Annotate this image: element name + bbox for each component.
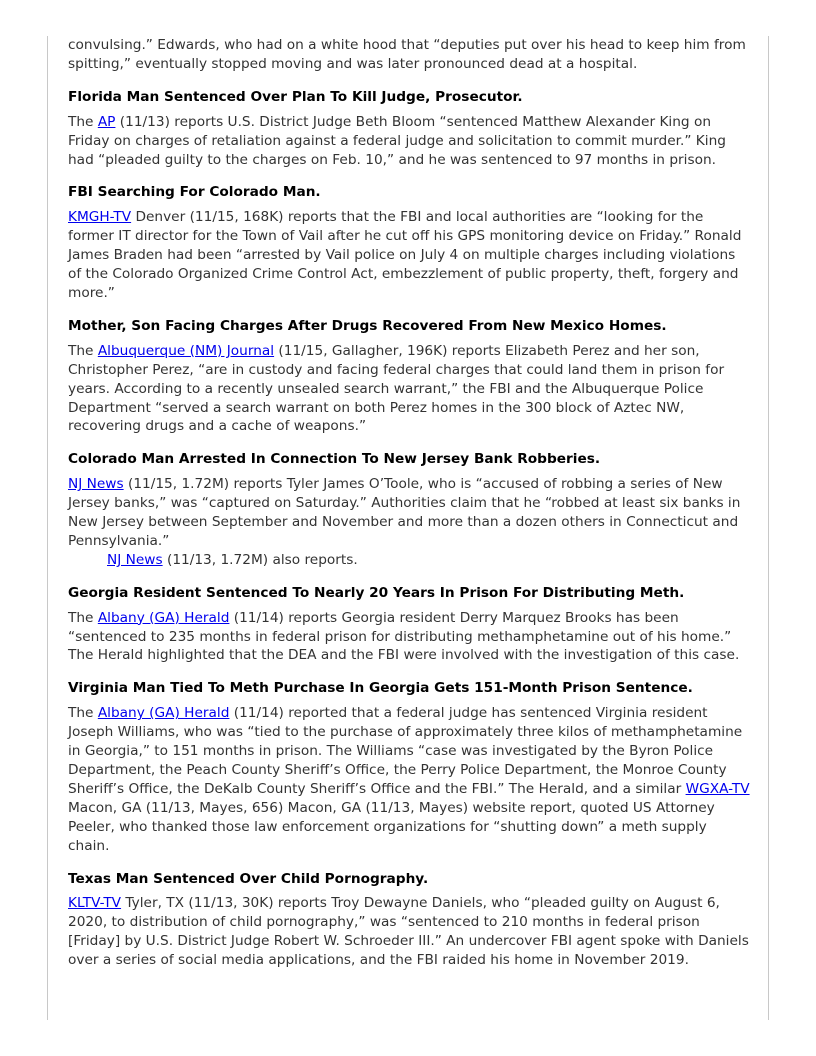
story-body: NJ News (11/15, 1.72M) reports Tyler James O’Toole, who is “accused of robbing a series of New Jersey banks,” was “captured on Saturday.” Authorities claim that he “robbed at least six banks in New Jersey between September and November and more than a dozen others in Connecticut and Pennsylvania.” — [68, 476, 741, 549]
story-headline: Colorado Man Arrested In Connection To New Jersey Bank Robberies. — [68, 451, 601, 468]
story-florida-judge — [68, 88, 752, 170]
source-link-kmgh-tv[interactable]: KMGH-TV — [68, 209, 132, 226]
lead-paragraph: convulsing.” Edwards, who had on a white hood that “deputies put over his head to keep him from spitting,” eventually stopped moving and was later pronounced dead at a hospital. — [68, 37, 746, 72]
source-link-albany-herald[interactable]: Albany (GA) Herald — [97, 609, 230, 626]
also-reports-line: NJ News (11/13, 1.72M) also reports. — [107, 551, 358, 568]
story-fbi-colorado — [68, 183, 752, 302]
story-body: The Albany (GA) Herald (11/14) reports Georgia resident Derry Marquez Brooks has been “sentenced to 235 months in federal prison for distributing methamphetamine out of his home.” The Herald highlighted that the DEA and the FBI were involved with the investigation of this case. — [68, 609, 740, 664]
story-headline: Texas Man Sentenced Over Child Pornography. — [68, 870, 429, 887]
story-georgia-meth — [68, 584, 752, 666]
story-new-mexico-drugs — [68, 317, 752, 436]
story-virginia-meth — [68, 679, 752, 855]
source-link-kltv-tv[interactable]: KLTV-TV — [68, 895, 122, 912]
story-body: KLTV-TV Tyler, TX (11/13, 30K) reports Troy Dewayne Daniels, who “pleaded guilty on August 6, 2020, to distribution of child pornography,” was “sentenced to 210 months in federal prison [Friday] by U.S. District Judge Robert W. Schroeder III.” An undercover FBI agent spoke with Daniels over a series of social media applications, and the FBI raided his home in November 2019. — [68, 895, 749, 969]
story-headline: Mother, Son Facing Charges After Drugs Recovered From New Mexico Homes. — [68, 317, 667, 334]
source-link-albany-herald[interactable]: Albany (GA) Herald — [97, 705, 230, 722]
story-nj-bank-robberies — [68, 450, 752, 569]
story-body: The Albany (GA) Herald (11/14) reported that a federal judge has sentenced Virginia resident Joseph Williams, who was “tied to the purchase of approximately three kilos of methamphetamine in Georgia,” to 151 months in prison. The Williams “case was investigated by the Byron Police Department, the Peach County Sheriff’s Office, the Perry Police Department, the Monroe County Sheriff’s Office, the DeKalb County Sheriff’s Office and the FBI.” The Herald, and a similar WGXA-TV Macon, GA (11/13, Mayes, 656) Macon, GA (11/13, Mayes) website report, quoted US Attorney Peeler, who thanked those law enforcement organizations for “shutting down” a meth supply chain. — [68, 705, 750, 854]
story-headline: FBI Searching For Colorado Man. — [68, 184, 321, 201]
source-link-wgxa-tv[interactable]: WGXA-TV — [685, 780, 750, 797]
story-headline: Georgia Resident Sentenced To Nearly 20 Years In Prison For Distributing Meth. — [68, 584, 685, 601]
story-body: The Albuquerque (NM) Journal (11/15, Gallagher, 196K) reports Elizabeth Perez and her son, Christopher Perez, “are in custody and facing federal charges that could land them in prison for years. According to a recently unsealed search warrant,” the FBI and the Albuquerque Police Department “served a search warrant on both Perez homes in the 300 block of Aztec NW, recovering drugs and a cache of weapons.” — [68, 342, 725, 435]
right-margin-rule — [768, 36, 769, 1020]
news-column — [68, 36, 752, 970]
story-body: The AP (11/13) reports U.S. District Judge Beth Bloom “sentenced Matthew Alexander King on Friday on charges of retaliation against a federal judge and solicitation to commit murder.” King had “pleaded guilty to the charges on Feb. 10,” and he was sentenced to 97 months in prison. — [68, 113, 726, 168]
source-link-ap[interactable]: AP — [97, 113, 116, 130]
story-headline: Florida Man Sentenced Over Plan To Kill Judge, Prosecutor. — [68, 88, 523, 105]
source-link-albuquerque-journal[interactable]: Albuquerque (NM) Journal — [97, 342, 275, 359]
left-margin-rule — [47, 36, 48, 1020]
story-texas-sentenced — [68, 870, 752, 971]
story-headline: Virginia Man Tied To Meth Purchase In Georgia Gets 151-Month Prison Sentence. — [68, 680, 693, 697]
source-link-nj-news-also[interactable]: NJ News — [107, 551, 163, 568]
source-link-nj-news[interactable]: NJ News — [68, 476, 124, 493]
story-body: KMGH-TV Denver (11/15, 168K) reports that the FBI and local authorities are “looking for the former IT director for the Town of Vail after he cut off his GPS monitoring device on Friday.” Ronald James Braden had been “arrested by Vail police on July 4 on multiple charges including violations of the Colorado Organized Crime Control Act, embezzlement of public property, theft, forgery and more.” — [68, 209, 742, 301]
